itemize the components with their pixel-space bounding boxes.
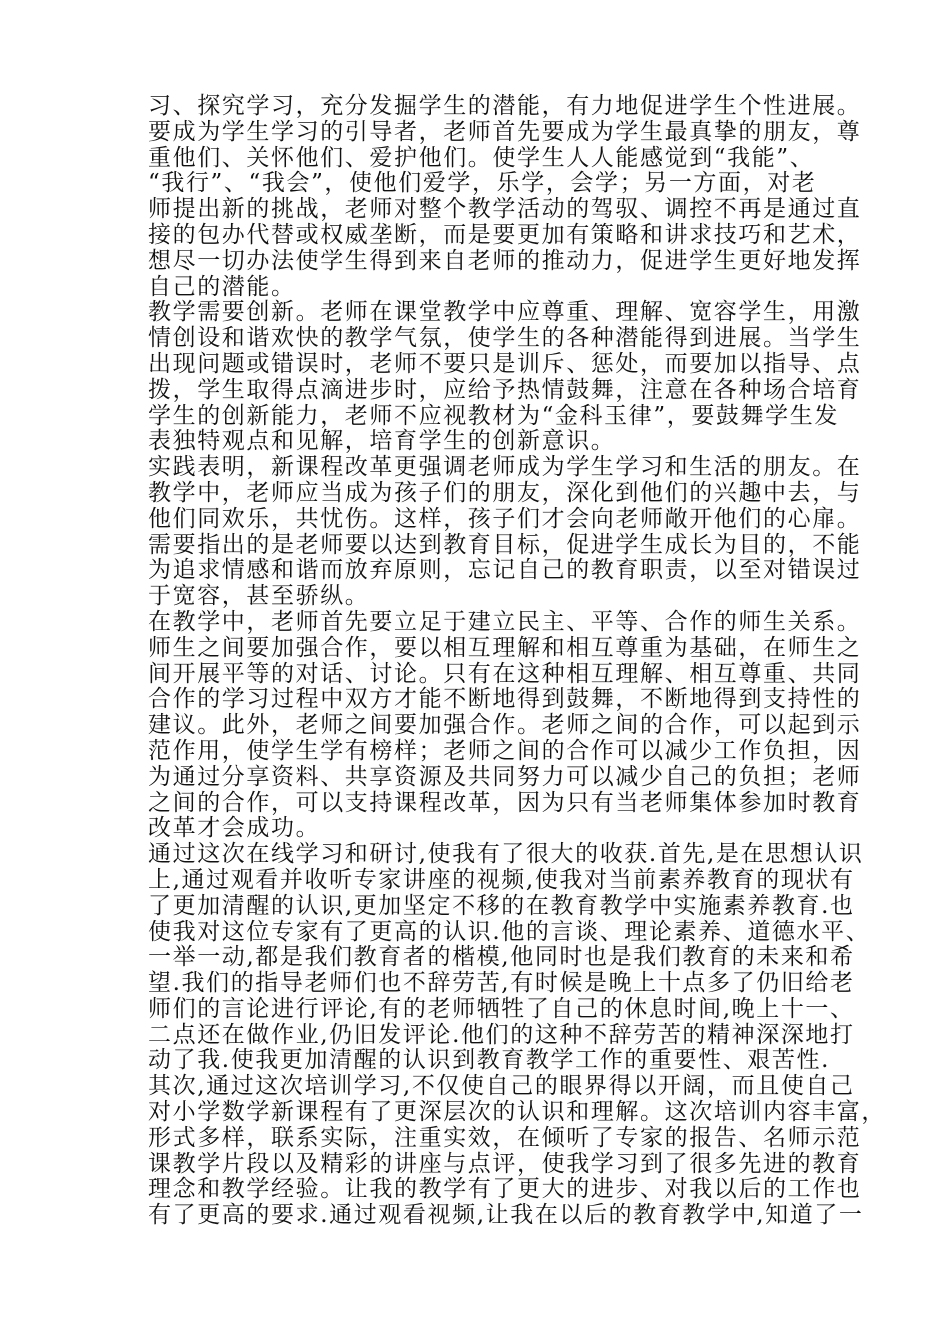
text-line: 理念和教学经验。让我的教学有了更大的进步、对我以后的工作也 [148,1176,862,1203]
text-line: 范作用，使学生学有榜样；老师之间的合作可以减少工作负担，因 [148,737,862,764]
text-line: 之间的合作，可以支持课程改革，因为只有当老师集体参加时教育 [148,789,862,816]
text-line: 为通过分享资料、共享资源及共同努力可以减少自己的负担；老师 [148,763,862,790]
paragraph [148,1073,886,1229]
text-line: 间开展平等的对话、讨论。只有在这种相互理解、相互尊重、共同 [148,660,862,687]
text-line: 上,通过观看并收听专家讲座的视频,使我对当前素养教育的现状有 [148,866,855,893]
text-line: 实践表明，新课程改革更强调老师成为学生学习和生活的朋友。在 [148,454,862,481]
paragraph [148,299,862,455]
text-line: 学生的创新能力，老师不应视教材为“金科玉律”，要鼓舞学生发 [148,402,839,429]
text-line: 合作的学习过程中双方才能不断地得到鼓舞，不断地得到支持性的 [148,686,862,713]
text-line: 使我对这位专家有了更高的认识.他的言谈、理论素养、道德水平、 [148,918,871,945]
text-line: 拨，学生取得点滴进步时，应给予热情鼓舞，注意在各种场合培育 [148,376,862,403]
paragraph [148,454,862,610]
text-line: 为追求情感和谐而放弃原则，忘记自己的教育职责，以至对错误过 [148,557,862,584]
text-line: 师生之间要加强合作，要以相互理解和相互尊重为基础，在师生之 [148,634,862,661]
text-line: 二点还在做作业,仍旧发评论.他们的这种不辞劳苦的精神深深地打 [148,1021,855,1048]
text-line: 教学中，老师应当成为孩子们的朋友，深化到他们的兴趣中去，与 [148,479,862,506]
text-line: 习、探究学习，充分发掘学生的潜能，有力地促进学生个性进展。 [148,93,862,119]
text-line: 重他们、关怀他们、爱护他们。使学生人人能感觉到“我能”、 [148,144,815,171]
paragraph [148,93,862,300]
text-line: 改革才会成功。 [148,815,321,842]
text-line: 建议。此外，老师之间要加强合作。老师之间的合作，可以起到示 [148,712,862,739]
text-line: 要成为学生学习的引导者，老师首先要成为学生最真挚的朋友，尊 [148,118,862,145]
text-line: 有了更高的要求.通过观看视频,让我在以后的教育教学中,知道了一 [148,1202,864,1229]
text-line: “我行”、“我会”，使他们爱学，乐学，会学；另一方面，对老 [148,170,817,197]
text-line: 表独特观点和见解，培育学生的创新意识。 [148,428,616,455]
text-line: 出现问题或错误时，老师不要只是训斥、惩处，而要加以指导、点 [148,350,862,377]
text-line: 通过这次在线学习和研讨,使我有了很大的收获.首先,是在思想认识 [148,841,864,868]
text-line: 在教学中，老师首先要立足于建立民主、平等、合作的师生关系。 [148,608,862,635]
text-line: 于宽容，甚至骄纵。 [148,583,370,610]
text-line: 了更加清醒的认识,更加坚定不移的在教育教学中实施素养教育.也 [148,892,855,919]
text-line: 形式多样，联系实际，注重实效，在倾听了专家的报告、名师示范 [148,1124,862,1151]
paragraph [148,841,871,1074]
text-line: 接的包办代替或权威垄断，而是要更加有策略和讲求技巧和艺术， [148,221,862,248]
text-line: 需要指出的是老师要以达到教育目标，促进学生成长为目的，不能 [148,531,862,558]
text-line: 望.我们的指导老师们也不辞劳苦,有时候是晚上十点多了仍旧给老 [148,970,855,997]
text-line: 情创设和谐欢快的教学气氛，使学生的各种潜能得到进展。当学生 [148,325,862,352]
text-line: 课教学片段以及精彩的讲座与点评，使我学习到了很多先进的教育 [148,1150,862,1177]
text-line: 动了我.使我更加清醒的认识到教育教学工作的重要性、艰苦性. [148,1047,831,1074]
text-line: 他们同欢乐，共忧伤。这样，孩子们才会向老师敞开他们的心扉。 [148,505,862,532]
text-line: 教学需要创新。老师在课堂教学中应尊重、理解、宽容学生，用激 [148,299,862,326]
text-line: 自己的潜能。 [148,273,296,300]
text-line: 想尽一切办法使学生得到来自老师的推动力，促进学生更好地发挥 [148,247,862,274]
document-body [148,93,886,1229]
text-line: 其次,通过这次培训学习,不仅使自己的眼界得以开阔，而且使自己 [148,1073,855,1100]
text-line: 对小学数学新课程有了更深层次的认识和理解。这次培训内容丰富， [148,1099,886,1126]
paragraph [148,608,862,842]
text-line: 一举一动,都是我们教育者的楷模,他同时也是我们教育的未来和希 [148,944,855,971]
text-line: 师们的言论进行评论,有的老师牺牲了自己的休息时间,晚上十一、 [148,995,855,1022]
text-line: 师提出新的挑战，老师对整个教学活动的驾驭、调控不再是通过直 [148,196,862,223]
